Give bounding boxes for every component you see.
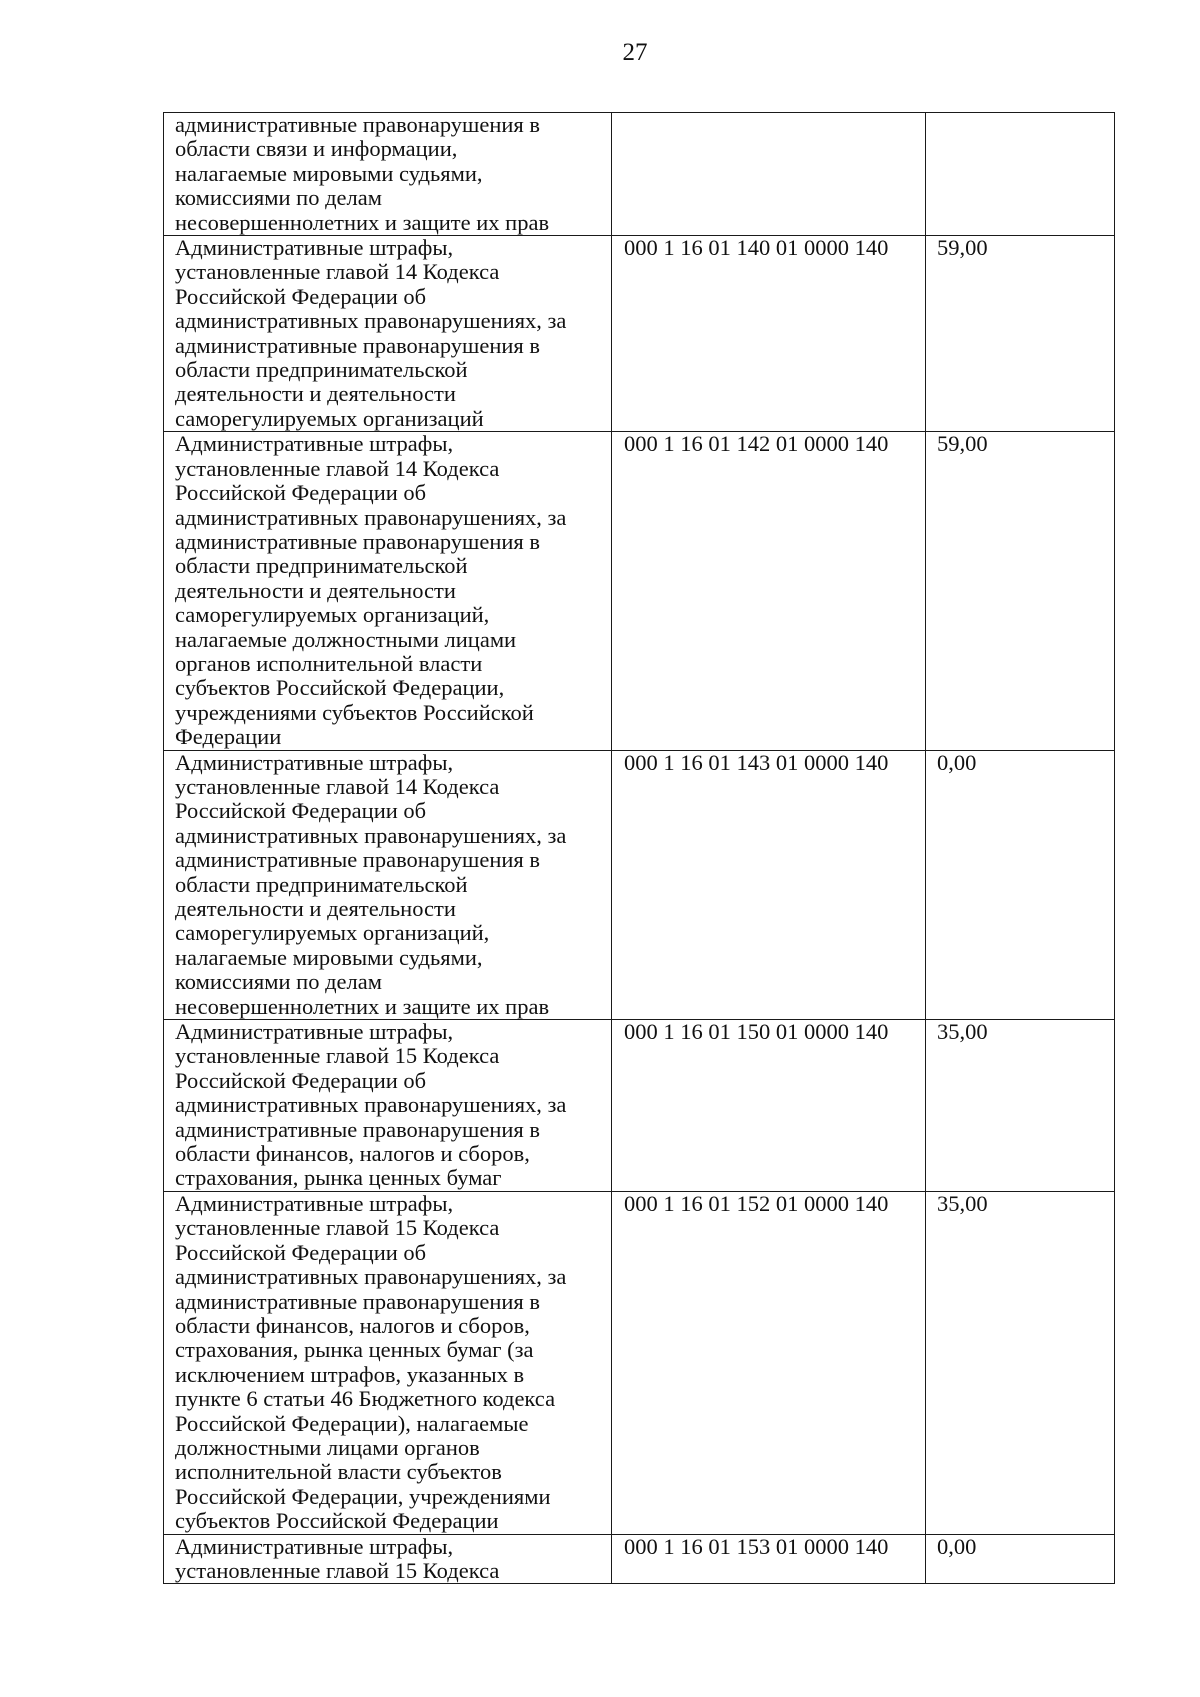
amount-cell: 35,00 [926, 1020, 1115, 1192]
income-name-cell: Административные штрафы, установленные главой 14 Кодекса Российской Федерации об административных правонарушениях, за административные правонарушения в области предпринимательской деятельности и деятельности саморегулируемых организаций, налагаемые должностными лицами органов исполнительной власти субъектов Российской Федерации, учреждениями субъектов Российской Федерации [164, 432, 612, 750]
table-row [164, 1191, 1115, 1534]
amount-cell: 0,00 [926, 750, 1115, 1019]
income-name-cell: Административные штрафы, установленные главой 15 Кодекса [164, 1534, 612, 1584]
table-row [164, 236, 1115, 432]
table-row [164, 113, 1115, 236]
income-name-cell: административные правонарушения в области связи и информации, налагаемые мировыми судьями, комиссиями по делам несовершеннолетних и защите их прав [164, 113, 612, 236]
table-row [164, 1534, 1115, 1584]
amount-cell: 0,00 [926, 1534, 1115, 1584]
amount-cell [926, 113, 1115, 236]
budget-code-cell [612, 113, 926, 236]
budget-code-cell: 000 1 16 01 153 01 0000 140 [612, 1534, 926, 1584]
table-row [164, 750, 1115, 1019]
table-row [164, 432, 1115, 750]
amount-cell: 35,00 [926, 1191, 1115, 1534]
page-number: 27 [622, 39, 648, 66]
budget-code-cell: 000 1 16 01 143 01 0000 140 [612, 750, 926, 1019]
table-row [164, 1020, 1115, 1192]
amount-cell: 59,00 [926, 236, 1115, 432]
budget-code-cell: 000 1 16 01 150 01 0000 140 [612, 1020, 926, 1192]
budget-revenue-table [163, 112, 1115, 1584]
income-name-cell: Административные штрафы, установленные главой 14 Кодекса Российской Федерации об административных правонарушениях, за административные правонарушения в области предпринимательской деятельности и деятельности саморегулируемых организаций, налагаемые мировыми судьями, комиссиями по делам несовершеннолетних и защите их прав [164, 750, 612, 1019]
income-name-cell: Административные штрафы, установленные главой 14 Кодекса Российской Федерации об административных правонарушениях, за административные правонарушения в области предпринимательской деятельности и деятельности саморегулируемых организаций [164, 236, 612, 432]
budget-code-cell: 000 1 16 01 152 01 0000 140 [612, 1191, 926, 1534]
budget-code-cell: 000 1 16 01 142 01 0000 140 [612, 432, 926, 750]
amount-cell: 59,00 [926, 432, 1115, 750]
income-name-cell: Административные штрафы, установленные главой 15 Кодекса Российской Федерации об административных правонарушениях, за административные правонарушения в области финансов, налогов и сборов, страхования, рынка ценных бумаг (за исключением штрафов, указанных в пункте 6 статьи 46 Бюджетного кодекса Российской Федерации), налагаемые должностными лицами органов исполнительной власти субъектов Российской Федерации, учреждениями субъектов Российской Федерации [164, 1191, 612, 1534]
income-name-cell: Административные штрафы, установленные главой 15 Кодекса Российской Федерации об административных правонарушениях, за административные правонарушения в области финансов, налогов и сборов, страхования, рынка ценных бумаг [164, 1020, 612, 1192]
budget-code-cell: 000 1 16 01 140 01 0000 140 [612, 236, 926, 432]
